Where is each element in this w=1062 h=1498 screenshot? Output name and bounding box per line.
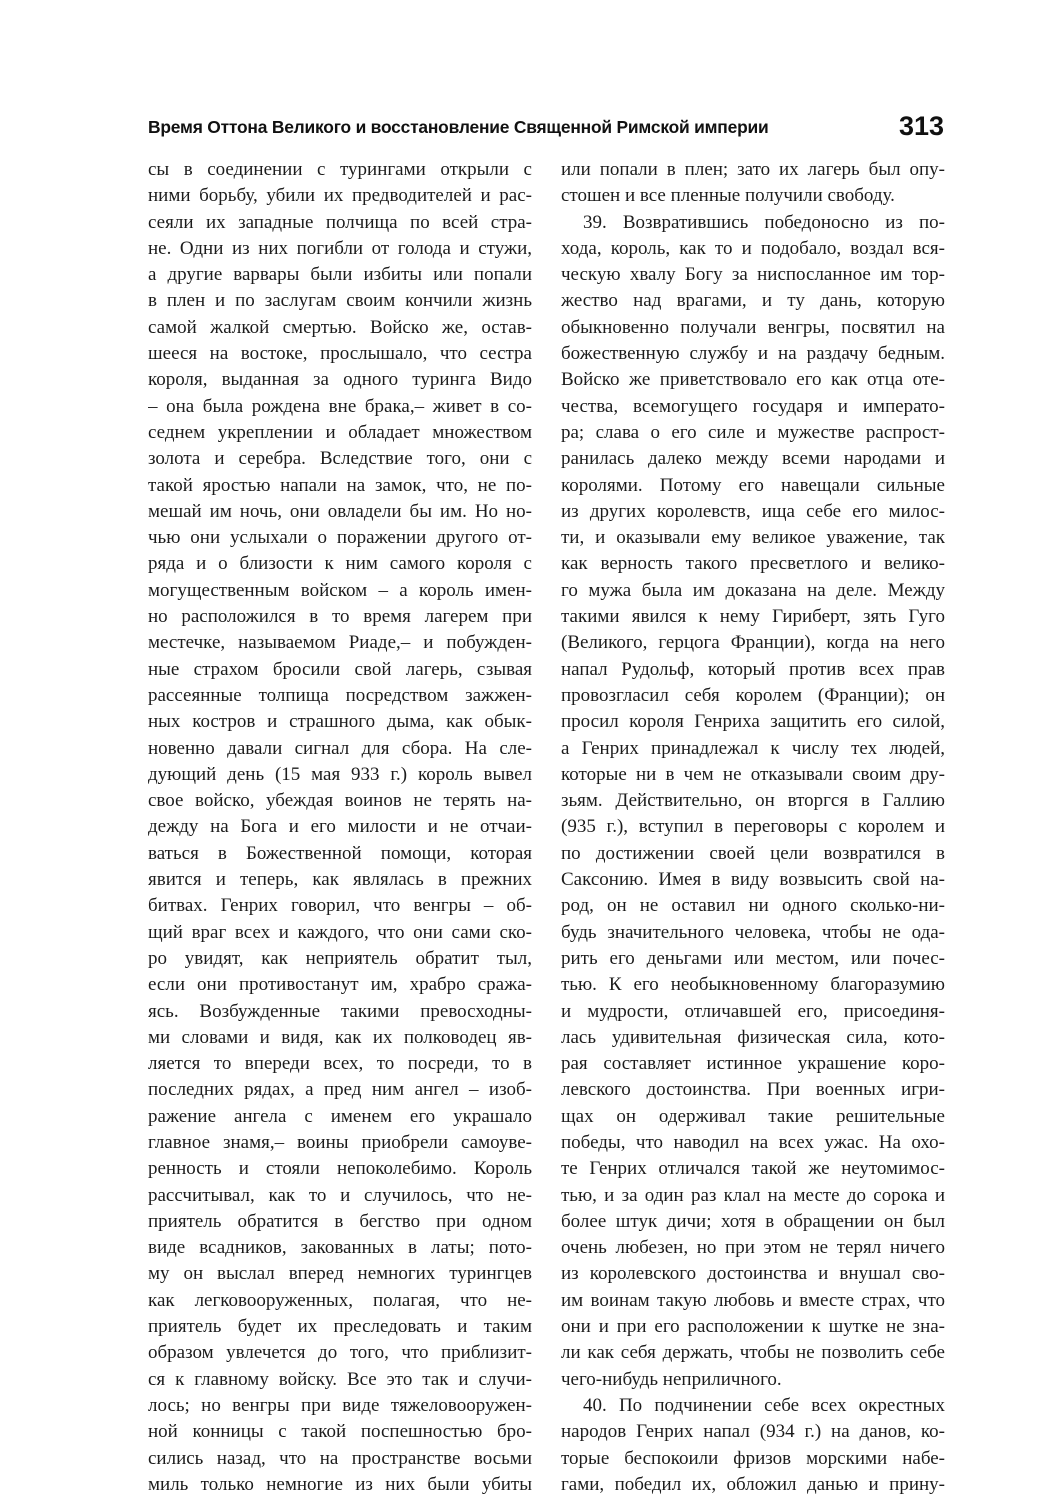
text-line: виде всадников, закованных в латы; пото-: [148, 1237, 532, 1259]
text-line: ся к главному войску. Все это так и случи-: [148, 1368, 532, 1390]
text-line: просил короля Генриха защитить его силой,: [561, 711, 945, 733]
text-line: хода, король, как то и подобало, воздал вся-: [561, 237, 945, 259]
text-line: му он выслал вперед немногих турингцев: [148, 1263, 532, 1285]
text-line: сеяли их западные полчища по всей стра-: [148, 211, 532, 233]
text-line: и мудрости, отличавшей его, присоединя-: [561, 1000, 945, 1022]
text-line: самой жалкой смертью. Войско же, остав-: [148, 316, 532, 338]
text-line: чества, всемогущего государя и императо-: [561, 395, 945, 417]
text-line: ческую хвалу Богу за ниспосланное им тор-: [561, 264, 945, 286]
text-line: щах он одерживал такие решительные: [561, 1105, 945, 1127]
text-line: лась удивительная физическая сила, кото-: [561, 1026, 945, 1048]
text-line: как верность такого пресветлого и велико-: [561, 553, 945, 575]
text-line: ражение ангела с именем его украшало: [148, 1105, 532, 1127]
text-line: рить его деньгами или местом, или почес-: [561, 947, 945, 969]
text-line: по достижении своей цели возвратился в: [561, 842, 945, 864]
text-line: которые ни в чем не отказывали своим дру-: [561, 763, 945, 785]
text-line: ли как себя держать, чтобы не позволить себе: [561, 1342, 945, 1364]
text-line: ти, и оказывали ему великое уважение, так: [561, 527, 945, 549]
text-line: в плен и по заслугам своим кончили жизнь: [148, 290, 532, 312]
text-line: торые беспокоили фризов морскими набе-: [561, 1447, 945, 1469]
text-line: более штук дичи; хотя в обращении он был: [561, 1210, 945, 1232]
page-number: 313: [898, 111, 944, 141]
text-line: ляется то впереди всех, то посреди, то в: [148, 1053, 532, 1075]
text-line: золота и серебра. Вследствие того, они с: [148, 448, 532, 470]
running-title: Время Оттона Великого и восстановление Священной Римской империи: [148, 117, 769, 137]
text-line: ренность и стояли непоколебимо. Король: [148, 1158, 532, 1180]
text-line: королями. Потому его навещали сильные: [561, 474, 945, 496]
text-line: божественную службу и на раздачу бедным.: [561, 343, 945, 365]
text-line: не. Одни из них погибли от голода и стужи,: [148, 237, 532, 259]
text-line: народов Генрих напал (934 г.) на данов, ко-: [561, 1421, 945, 1443]
text-line: щий враг всех и каждого, что они сами ско-: [148, 921, 532, 943]
text-line: левского достоинства. При военных игри-: [561, 1079, 945, 1101]
text-line: шееся на востоке, прослышало, что сестра: [148, 343, 532, 365]
text-line: миль только немногие из них были убиты: [148, 1473, 532, 1495]
text-line: могущественным войском – а король имен-: [148, 579, 532, 601]
text-line: ваться в Божественной помощи, которая: [148, 842, 532, 864]
text-line: приятель обратится в бегство при одном: [148, 1210, 532, 1232]
text-line: свое войско, убеждая воинов не терять на-: [148, 790, 532, 812]
text-line: им воинам такую любовь и вместе страх, что: [561, 1289, 945, 1311]
text-line: дежду на Бога и его милости и не отчаи-: [148, 816, 532, 838]
text-line: 40. По подчинении себе всех окрестных: [583, 1394, 945, 1416]
text-line: последних рядах, а пред ним ангел – изоб-: [148, 1079, 532, 1101]
text-line: ясь. Возбужденные такими превосходны-: [148, 1000, 532, 1022]
text-line: ми словами и видя, как их полководец яв-: [148, 1026, 532, 1048]
text-line: чью они услыхали о поражении другого от-: [148, 527, 532, 549]
text-line: они и при его расположении к шутке не зна-: [561, 1316, 945, 1338]
text-line: такой яростью напали на замок, что, не по-: [148, 474, 532, 496]
text-line: ро увидят, как неприятель обратит тыл,: [148, 947, 532, 969]
text-line: образом увлечется до того, что приблизит-: [148, 1342, 532, 1364]
text-line: напал Рудольф, который против всех прав: [561, 658, 945, 680]
text-line: новенно давали сигнал для сбора. На сле-: [148, 737, 532, 759]
text-line: ных костров и страшного дыма, как обык-: [148, 711, 532, 733]
text-line: ра; слава о его силе и мужестве распрост-: [561, 421, 945, 443]
text-line: или попали в плен; зато их лагерь был опу-: [561, 159, 945, 180]
text-line: а Генрих принадлежал к числу тех людей,: [561, 737, 945, 759]
text-line: тью, и за один раз клал на месте до сорока и: [561, 1184, 945, 1206]
text-line: будь значительного человека, чтобы не ода-: [561, 921, 945, 943]
text-line: если они противостанут им, храбро сража-: [148, 974, 532, 996]
text-line: местечке, называемом Риаде,– и побужден-: [148, 632, 532, 654]
text-line: ряда и о близости к ним самого короля с: [148, 553, 532, 575]
text-line: сы в соединении с турингами открыли с: [148, 159, 532, 180]
text-line: но расположился в то время лагерем при: [148, 606, 532, 628]
text-line: а другие варвары были избиты или попали: [148, 264, 532, 286]
text-line: (Великого, герцога Франции), когда на него: [561, 632, 945, 654]
text-line: лось; но венгры при виде тяжеловооружен-: [148, 1394, 532, 1416]
text-line: чего-нибудь неприличного.: [561, 1368, 782, 1390]
text-line: сились назад, что на пространстве восьми: [148, 1447, 532, 1469]
text-line: очень любезен, но при этом не терял ничего: [561, 1237, 945, 1259]
text-line: Саксонию. Имея в виду возвысить свой на-: [561, 869, 945, 891]
text-line: такими явился к нему Гириберт, зять Гуго: [561, 606, 945, 628]
text-line: те Генрих отличался такой же неутомимос-: [561, 1158, 945, 1180]
text-line: дующий день (15 мая 933 г.) король вывел: [148, 763, 532, 785]
text-line: из других королевств, ища себе его милос-: [561, 500, 945, 522]
text-line: приятель будет их преследовать и таким: [148, 1316, 532, 1338]
text-line: рая составляет истинное украшение коро-: [561, 1053, 945, 1075]
text-line: Войско же приветствовало его как отца оте-: [561, 369, 945, 391]
text-line: главное знамя,– воины приобрели самоуве-: [148, 1131, 532, 1153]
text-line: победы, что наводил на всех ужас. На охо-: [561, 1131, 945, 1153]
text-line: ранилась далеко между всеми народами и: [561, 448, 945, 470]
text-line: рассчитывал, как то и случилось, что не-: [148, 1184, 532, 1206]
text-line: зьям. Действительно, он вторгся в Галлию: [561, 790, 945, 812]
text-line: из королевского достоинства и внушал сво-: [561, 1263, 945, 1285]
text-line: битвах. Генрих говорил, что венгры – об-: [148, 895, 532, 917]
text-line: ними борьбу, убили их предводителей и рас-: [148, 185, 532, 207]
text-line: явится и теперь, как являлась в прежних: [148, 869, 532, 891]
text-line: ные страхом бросили свой лагерь, сзывая: [148, 658, 532, 680]
text-line: мешай им ночь, они овладели бы им. Но но-: [148, 500, 532, 522]
text-line: жество над врагами, и ту дань, которую: [561, 290, 945, 312]
text-line: тью. К его необыкновенному благоразумию: [561, 974, 945, 996]
page-header: [148, 113, 944, 149]
text-line: седнем укреплении и обладает множеством: [148, 421, 532, 443]
text-line: провозгласил себя королем (Франции); он: [561, 684, 945, 706]
text-line: рассеянные толпища посредством зажжен-: [148, 684, 532, 706]
text-line: обыкновенно получали венгры, посвятил на: [561, 316, 945, 338]
text-line: гами, победил их, обложил данью и прину-: [561, 1473, 945, 1495]
left-text-column: [148, 157, 532, 1498]
text-line: как легковооруженных, полагая, что не-: [148, 1289, 532, 1311]
right-text-column: [561, 157, 945, 1498]
text-line: короля, выданная за одного туринга Видо: [148, 369, 532, 391]
text-line: – она была рождена вне брака,– живет в со-: [148, 395, 532, 417]
text-line: ной конницы с такой поспешностью бро-: [148, 1421, 532, 1443]
text-line: го мужа была им доказана на деле. Между: [561, 579, 945, 601]
text-line: 39. Возвратившись победоносно из по-: [583, 211, 945, 233]
text-line: стошен и все пленные получили свободу.: [561, 185, 895, 207]
text-line: (935 г.), вступил в переговоры с королем и: [561, 816, 945, 838]
text-line: род, он не оставил ни одного сколько-ни-: [561, 895, 945, 917]
